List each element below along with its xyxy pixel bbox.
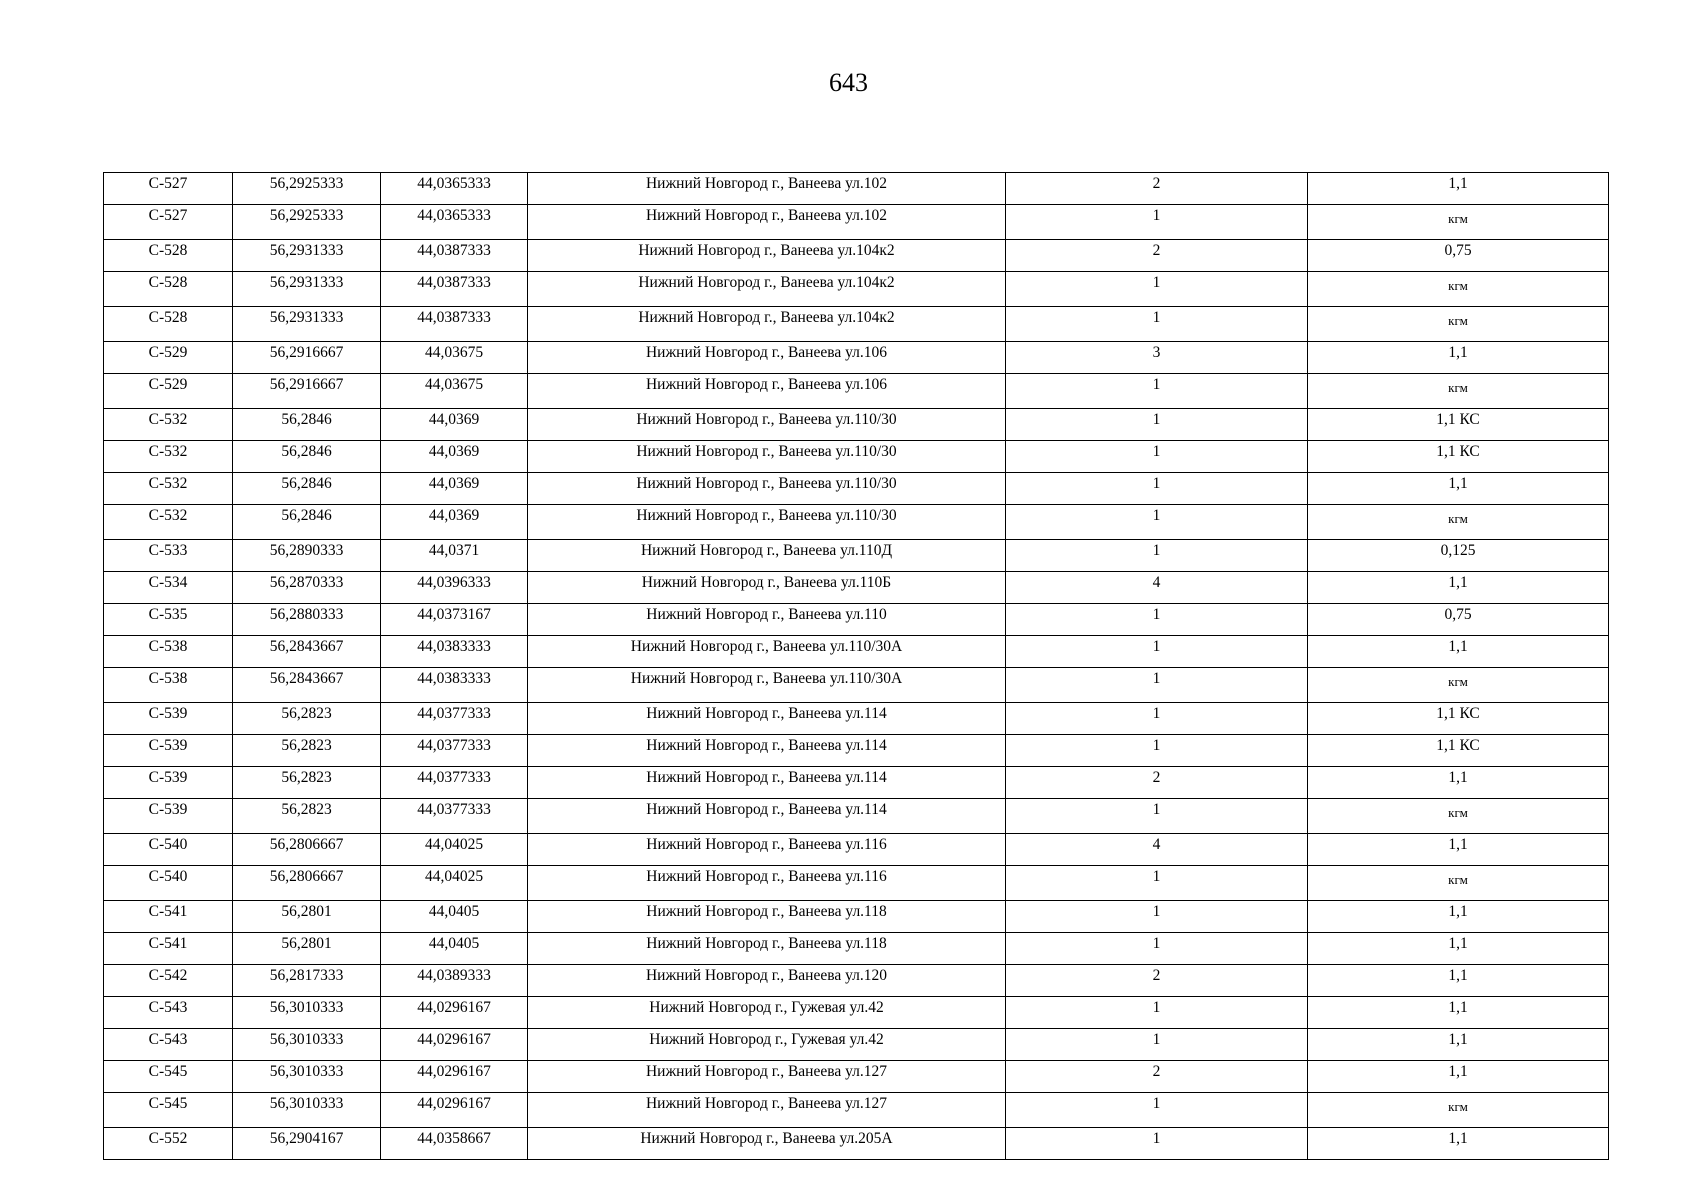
cell-longitude: 44,0369 [381, 441, 528, 473]
cell-code: С-529 [104, 374, 233, 409]
cell-longitude: 44,0405 [381, 901, 528, 933]
cell-latitude: 56,2890333 [233, 540, 381, 572]
table-row [104, 901, 1609, 933]
cell-code: С-538 [104, 668, 233, 703]
cell-value: 1,1 [1308, 636, 1609, 668]
cell-latitude: 56,2817333 [233, 965, 381, 997]
cell-value: 1,1 [1308, 572, 1609, 604]
cell-code: С-540 [104, 834, 233, 866]
cell-address: Нижний Новгород г., Гужевая ул.42 [528, 1029, 1006, 1061]
cell-address: Нижний Новгород г., Ванеева ул.106 [528, 342, 1006, 374]
cell-latitude: 56,2880333 [233, 604, 381, 636]
cell-longitude: 44,0369 [381, 409, 528, 441]
cell-latitude: 56,2843667 [233, 636, 381, 668]
cell-address: Нижний Новгород г., Ванеева ул.116 [528, 834, 1006, 866]
cell-address: Нижний Новгород г., Ванеева ул.110/30А [528, 668, 1006, 703]
cell-address: Нижний Новгород г., Ванеева ул.110Б [528, 572, 1006, 604]
cell-value: 1,1 [1308, 342, 1609, 374]
cell-code: С-541 [104, 901, 233, 933]
cell-count: 2 [1006, 767, 1308, 799]
cell-longitude: 44,0373167 [381, 604, 528, 636]
cell-address: Нижний Новгород г., Ванеева ул.110/30 [528, 441, 1006, 473]
cell-longitude: 44,0369 [381, 473, 528, 505]
cell-value: кгм [1308, 799, 1609, 834]
cell-address: Нижний Новгород г., Ванеева ул.110/30 [528, 473, 1006, 505]
cell-value: 1,1 [1308, 473, 1609, 505]
table-row [104, 965, 1609, 997]
cell-value: кгм [1308, 866, 1609, 901]
table-row [104, 342, 1609, 374]
cell-address: Нижний Новгород г., Ванеева ул.116 [528, 866, 1006, 901]
cell-address: Нижний Новгород г., Ванеева ул.110/30 [528, 505, 1006, 540]
table-row [104, 307, 1609, 342]
cell-code: С-542 [104, 965, 233, 997]
table-body [104, 173, 1609, 1160]
cell-address: Нижний Новгород г., Ванеева ул.127 [528, 1093, 1006, 1128]
cell-count: 1 [1006, 799, 1308, 834]
cell-code: С-545 [104, 1093, 233, 1128]
table-row [104, 668, 1609, 703]
page-number: 643 [829, 68, 868, 97]
cell-address: Нижний Новгород г., Ванеева ул.104к2 [528, 272, 1006, 307]
cell-count: 1 [1006, 505, 1308, 540]
cell-value: кгм [1308, 272, 1609, 307]
cell-count: 1 [1006, 441, 1308, 473]
table-row [104, 767, 1609, 799]
cell-value: 1,1 [1308, 933, 1609, 965]
cell-count: 1 [1006, 636, 1308, 668]
cell-count: 1 [1006, 933, 1308, 965]
cell-code: С-528 [104, 240, 233, 272]
table-row [104, 933, 1609, 965]
cell-longitude: 44,03675 [381, 342, 528, 374]
cell-latitude: 56,2925333 [233, 205, 381, 240]
cell-code: С-529 [104, 342, 233, 374]
cell-longitude: 44,0296167 [381, 997, 528, 1029]
table-row [104, 604, 1609, 636]
cell-value: 1,1 КС [1308, 441, 1609, 473]
table-row [104, 997, 1609, 1029]
cell-longitude: 44,0387333 [381, 307, 528, 342]
cell-code: С-539 [104, 703, 233, 735]
cell-address: Нижний Новгород г., Ванеева ул.205А [528, 1128, 1006, 1160]
cell-value: 1,1 [1308, 173, 1609, 205]
cell-latitude: 56,2931333 [233, 307, 381, 342]
cell-longitude: 44,0387333 [381, 272, 528, 307]
cell-longitude: 44,0377333 [381, 703, 528, 735]
cell-value: 0,75 [1308, 604, 1609, 636]
table-row [104, 1029, 1609, 1061]
cell-longitude: 44,0387333 [381, 240, 528, 272]
cell-address: Нижний Новгород г., Ванеева ул.110 [528, 604, 1006, 636]
cell-longitude: 44,0405 [381, 933, 528, 965]
cell-longitude: 44,0377333 [381, 767, 528, 799]
cell-count: 1 [1006, 604, 1308, 636]
cell-count: 1 [1006, 997, 1308, 1029]
cell-latitude: 56,2846 [233, 505, 381, 540]
cell-latitude: 56,2846 [233, 409, 381, 441]
cell-count: 1 [1006, 901, 1308, 933]
cell-code: С-532 [104, 441, 233, 473]
cell-latitude: 56,2823 [233, 799, 381, 834]
cell-value: 1,1 [1308, 1128, 1609, 1160]
table-row [104, 205, 1609, 240]
cell-latitude: 56,2806667 [233, 834, 381, 866]
cell-count: 1 [1006, 409, 1308, 441]
cell-latitude: 56,3010333 [233, 1061, 381, 1093]
cell-count: 1 [1006, 205, 1308, 240]
cell-code: С-533 [104, 540, 233, 572]
cell-longitude: 44,0383333 [381, 636, 528, 668]
cell-longitude: 44,0383333 [381, 668, 528, 703]
cell-value: 1,1 [1308, 901, 1609, 933]
cell-value: 1,1 [1308, 1029, 1609, 1061]
cell-address: Нижний Новгород г., Ванеева ул.104к2 [528, 307, 1006, 342]
cell-latitude: 56,2916667 [233, 342, 381, 374]
cell-value: кгм [1308, 668, 1609, 703]
table-row [104, 703, 1609, 735]
cell-latitude: 56,2846 [233, 441, 381, 473]
cell-address: Нижний Новгород г., Ванеева ул.110/30А [528, 636, 1006, 668]
cell-code: С-552 [104, 1128, 233, 1160]
cell-longitude: 44,0358667 [381, 1128, 528, 1160]
cell-value: кгм [1308, 307, 1609, 342]
cell-count: 1 [1006, 307, 1308, 342]
table-row [104, 1061, 1609, 1093]
table-row [104, 505, 1609, 540]
table-row [104, 572, 1609, 604]
cell-address: Нижний Новгород г., Ванеева ул.110/30 [528, 409, 1006, 441]
cell-count: 1 [1006, 703, 1308, 735]
cell-code: С-532 [104, 505, 233, 540]
cell-longitude: 44,0296167 [381, 1093, 528, 1128]
cell-longitude: 44,0365333 [381, 173, 528, 205]
cell-value: 1,1 КС [1308, 409, 1609, 441]
table-row [104, 636, 1609, 668]
cell-latitude: 56,2916667 [233, 374, 381, 409]
cell-latitude: 56,2806667 [233, 866, 381, 901]
cell-count: 1 [1006, 735, 1308, 767]
cell-longitude: 44,0369 [381, 505, 528, 540]
cell-address: Нижний Новгород г., Ванеева ул.114 [528, 767, 1006, 799]
cell-latitude: 56,2846 [233, 473, 381, 505]
cell-latitude: 56,2870333 [233, 572, 381, 604]
cell-address: Нижний Новгород г., Гужевая ул.42 [528, 997, 1006, 1029]
cell-code: С-532 [104, 409, 233, 441]
cell-code: С-543 [104, 997, 233, 1029]
cell-value: кгм [1308, 1093, 1609, 1128]
table-row [104, 240, 1609, 272]
table-row [104, 540, 1609, 572]
cell-latitude: 56,2823 [233, 703, 381, 735]
cell-value: 0,75 [1308, 240, 1609, 272]
cell-latitude: 56,2823 [233, 735, 381, 767]
table-row [104, 173, 1609, 205]
cell-address: Нижний Новгород г., Ванеева ул.118 [528, 901, 1006, 933]
cell-code: С-543 [104, 1029, 233, 1061]
cell-value: 1,1 [1308, 834, 1609, 866]
cell-value: 1,1 [1308, 997, 1609, 1029]
cell-longitude: 44,0365333 [381, 205, 528, 240]
cell-address: Нижний Новгород г., Ванеева ул.102 [528, 205, 1006, 240]
cell-code: С-539 [104, 799, 233, 834]
cell-count: 1 [1006, 374, 1308, 409]
cell-address: Нижний Новгород г., Ванеева ул.104к2 [528, 240, 1006, 272]
cell-latitude: 56,3010333 [233, 1029, 381, 1061]
cell-latitude: 56,2931333 [233, 240, 381, 272]
cell-longitude: 44,0296167 [381, 1029, 528, 1061]
cell-address: Нижний Новгород г., Ванеева ул.106 [528, 374, 1006, 409]
cell-value: 1,1 [1308, 965, 1609, 997]
data-table [103, 172, 1609, 1160]
cell-address: Нижний Новгород г., Ванеева ул.120 [528, 965, 1006, 997]
cell-longitude: 44,0396333 [381, 572, 528, 604]
cell-longitude: 44,0389333 [381, 965, 528, 997]
cell-count: 1 [1006, 866, 1308, 901]
cell-count: 1 [1006, 1029, 1308, 1061]
cell-address: Нижний Новгород г., Ванеева ул.127 [528, 1061, 1006, 1093]
cell-code: С-539 [104, 735, 233, 767]
cell-count: 1 [1006, 540, 1308, 572]
cell-code: С-532 [104, 473, 233, 505]
cell-longitude: 44,0296167 [381, 1061, 528, 1093]
cell-latitude: 56,2823 [233, 767, 381, 799]
cell-latitude: 56,3010333 [233, 1093, 381, 1128]
table-row [104, 374, 1609, 409]
cell-latitude: 56,2801 [233, 901, 381, 933]
cell-value: кгм [1308, 505, 1609, 540]
table-row [104, 834, 1609, 866]
cell-count: 2 [1006, 240, 1308, 272]
cell-latitude: 56,2843667 [233, 668, 381, 703]
cell-longitude: 44,0371 [381, 540, 528, 572]
cell-value: 1,1 КС [1308, 703, 1609, 735]
cell-count: 1 [1006, 668, 1308, 703]
cell-code: С-539 [104, 767, 233, 799]
cell-count: 1 [1006, 473, 1308, 505]
cell-code: С-545 [104, 1061, 233, 1093]
cell-code: С-534 [104, 572, 233, 604]
cell-address: Нижний Новгород г., Ванеева ул.114 [528, 799, 1006, 834]
cell-code: С-541 [104, 933, 233, 965]
table-row [104, 473, 1609, 505]
cell-longitude: 44,0377333 [381, 799, 528, 834]
cell-code: С-538 [104, 636, 233, 668]
cell-count: 1 [1006, 272, 1308, 307]
cell-code: С-527 [104, 205, 233, 240]
cell-address: Нижний Новгород г., Ванеева ул.102 [528, 173, 1006, 205]
cell-longitude: 44,04025 [381, 866, 528, 901]
table-row [104, 441, 1609, 473]
table-row [104, 799, 1609, 834]
cell-count: 3 [1006, 342, 1308, 374]
cell-code: С-528 [104, 307, 233, 342]
cell-longitude: 44,0377333 [381, 735, 528, 767]
cell-latitude: 56,2904167 [233, 1128, 381, 1160]
cell-latitude: 56,2925333 [233, 173, 381, 205]
cell-count: 4 [1006, 572, 1308, 604]
cell-value: 1,1 КС [1308, 735, 1609, 767]
table-row [104, 866, 1609, 901]
table-row [104, 1093, 1609, 1128]
cell-value: 0,125 [1308, 540, 1609, 572]
cell-code: С-527 [104, 173, 233, 205]
cell-count: 2 [1006, 173, 1308, 205]
cell-longitude: 44,03675 [381, 374, 528, 409]
cell-count: 1 [1006, 1128, 1308, 1160]
cell-code: С-528 [104, 272, 233, 307]
cell-latitude: 56,2931333 [233, 272, 381, 307]
cell-address: Нижний Новгород г., Ванеева ул.118 [528, 933, 1006, 965]
cell-code: С-535 [104, 604, 233, 636]
cell-latitude: 56,3010333 [233, 997, 381, 1029]
cell-count: 2 [1006, 1061, 1308, 1093]
cell-count: 1 [1006, 1093, 1308, 1128]
cell-longitude: 44,04025 [381, 834, 528, 866]
cell-latitude: 56,2801 [233, 933, 381, 965]
cell-code: С-540 [104, 866, 233, 901]
cell-count: 4 [1006, 834, 1308, 866]
cell-value: 1,1 [1308, 767, 1609, 799]
table-row [104, 272, 1609, 307]
cell-address: Нижний Новгород г., Ванеева ул.114 [528, 735, 1006, 767]
cell-value: кгм [1308, 374, 1609, 409]
table-row [104, 1128, 1609, 1160]
cell-value: кгм [1308, 205, 1609, 240]
cell-address: Нижний Новгород г., Ванеева ул.110Д [528, 540, 1006, 572]
cell-address: Нижний Новгород г., Ванеева ул.114 [528, 703, 1006, 735]
table-row [104, 735, 1609, 767]
cell-value: 1,1 [1308, 1061, 1609, 1093]
table-row [104, 409, 1609, 441]
cell-count: 2 [1006, 965, 1308, 997]
